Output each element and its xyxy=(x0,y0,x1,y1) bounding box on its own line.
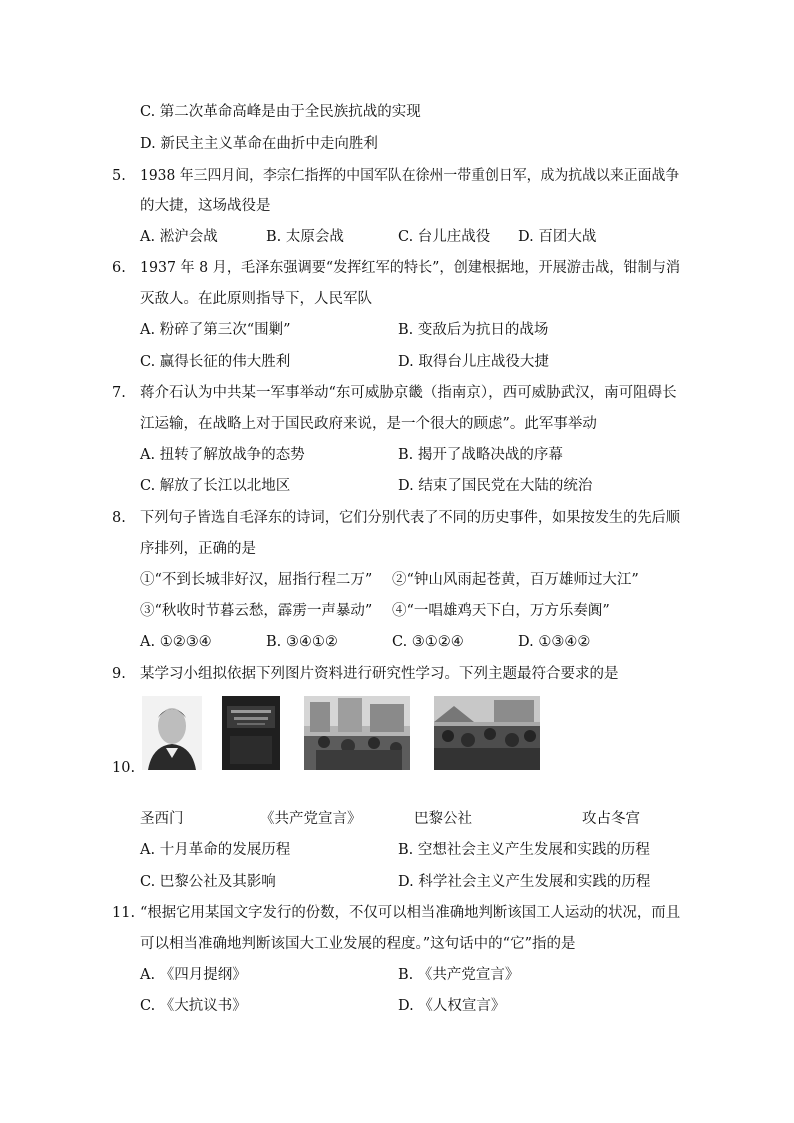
q9-number: 9. xyxy=(112,666,126,682)
q6-number: 6. xyxy=(112,260,126,276)
q5-option-d: D. 百团大战 xyxy=(518,229,597,245)
q4-option-c: C. 第二次革命高峰是由于全民族抗战的实现 xyxy=(140,104,421,120)
q11-option-a: A. 《四月提纲》 xyxy=(140,967,247,983)
q5-number: 5. xyxy=(112,168,126,184)
q8-number: 8. xyxy=(112,510,126,526)
q5-option-c: C. 台儿庄战役 xyxy=(398,229,491,245)
q10-caption-manifesto: 《共产党宣言》 xyxy=(260,811,362,827)
q6-option-d: D. 取得台儿庄战役大捷 xyxy=(398,354,549,370)
q6-option-a: A. 粉碎了第三次“围剿” xyxy=(140,322,291,338)
q8-option-d: D. ①③④② xyxy=(518,634,591,650)
q8-option-b: B. ③④①② xyxy=(266,634,338,650)
q8-poem-1: ①“不到长城非好汉，屈指行程二万” xyxy=(140,572,373,588)
communist-manifesto-cover-image xyxy=(222,696,280,770)
q4-option-d: D. 新民主主义革命在曲折中走向胜利 xyxy=(140,136,378,152)
q11-stem-line2: 可以相当准确地判断该国大工业发展的程度。”这句话中的“它”指的是 xyxy=(140,936,576,952)
q8-poem-4: ④“一唱雄鸡天下白，万方乐奏阗” xyxy=(392,603,610,619)
q5-stem-line2: 的大捷，这场战役是 xyxy=(140,198,271,214)
q10-option-c: C. 巴黎公社及其影响 xyxy=(140,874,276,890)
q10-option-a: A. 十月革命的发展历程 xyxy=(140,842,291,858)
storming-winter-palace-image xyxy=(434,696,540,770)
q11-stem-line1: “根据它用某国文字发行的份数，不仅可以相当准确地判断该国工人运动的状况，而且 xyxy=(140,905,681,921)
q8-poem-3: ③“秋收时节暮云愁，霹雳一声暴动” xyxy=(140,603,373,619)
q10-option-b: B. 空想社会主义产生发展和实践的历程 xyxy=(398,842,650,858)
q10-caption-paris-commune: 巴黎公社 xyxy=(414,811,472,827)
q7-number: 7. xyxy=(112,385,126,401)
q7-option-c: C. 解放了长江以北地区 xyxy=(140,478,291,494)
q11-option-d: D. 《人权宣言》 xyxy=(398,998,506,1014)
q8-option-a: A. ①②③④ xyxy=(140,634,212,650)
q7-stem-line1: 蒋介石认为中共某一军事举动“东可威胁京畿（指南京），西可威胁武汉，南可阻碍长 xyxy=(140,385,677,401)
q7-option-b: B. 揭开了战略决战的序幕 xyxy=(398,447,563,463)
q7-option-a: A. 扭转了解放战争的态势 xyxy=(140,447,305,463)
q7-option-d: D. 结束了国民党在大陆的统治 xyxy=(398,478,593,494)
q10-option-d: D. 科学社会主义产生发展和实践的历程 xyxy=(398,874,651,890)
q8-option-c: C. ③①②④ xyxy=(392,634,464,650)
paris-commune-image xyxy=(304,696,410,770)
q8-poem-2: ②“钟山风雨起苍黄，百万雄师过大江” xyxy=(392,572,639,588)
saint-simon-portrait-image xyxy=(142,696,202,770)
q11-option-b: B. 《共产党宣言》 xyxy=(398,967,520,983)
q6-option-b: B. 变敌后为抗日的战场 xyxy=(398,322,549,338)
q6-stem-line2: 灭敌人。在此原则指导下，人民军队 xyxy=(140,291,372,307)
q5-option-b: B. 太原会战 xyxy=(266,229,344,245)
q7-stem-line2: 江运输，在战略上对于国民政府来说，是一个很大的顾虑”。此军事举动 xyxy=(140,416,597,432)
q5-stem-line1: 1938 年三四月间，李宗仁指挥的中国军队在徐州一带重创日军，成为抗战以来正面战争 xyxy=(140,168,680,184)
q11-option-c: C. 《大抗议书》 xyxy=(140,998,247,1014)
q6-option-c: C. 赢得长征的伟大胜利 xyxy=(140,354,291,370)
q10-caption-winter-palace: 攻占冬宫 xyxy=(582,811,640,827)
q11-number: 11. xyxy=(112,905,136,921)
q9-stem: 某学习小组拟依据下列图片资料进行研究性学习。下列主题最符合要求的是 xyxy=(140,666,619,682)
q10-caption-saint-simon: 圣西门 xyxy=(140,811,184,827)
q5-option-a: A. 淞沪会战 xyxy=(140,229,218,245)
q6-stem-line1: 1937 年 8 月，毛泽东强调要“发挥红军的特长”，创建根据地，开展游击战，钳制与消 xyxy=(140,260,681,276)
q10-number: 10. xyxy=(112,760,136,776)
q8-stem-line2: 序排列，正确的是 xyxy=(140,541,256,557)
q8-stem-line1: 下列句子皆选自毛泽东的诗词，它们分别代表了不同的历史事件，如果按发生的先后顺 xyxy=(140,510,680,526)
